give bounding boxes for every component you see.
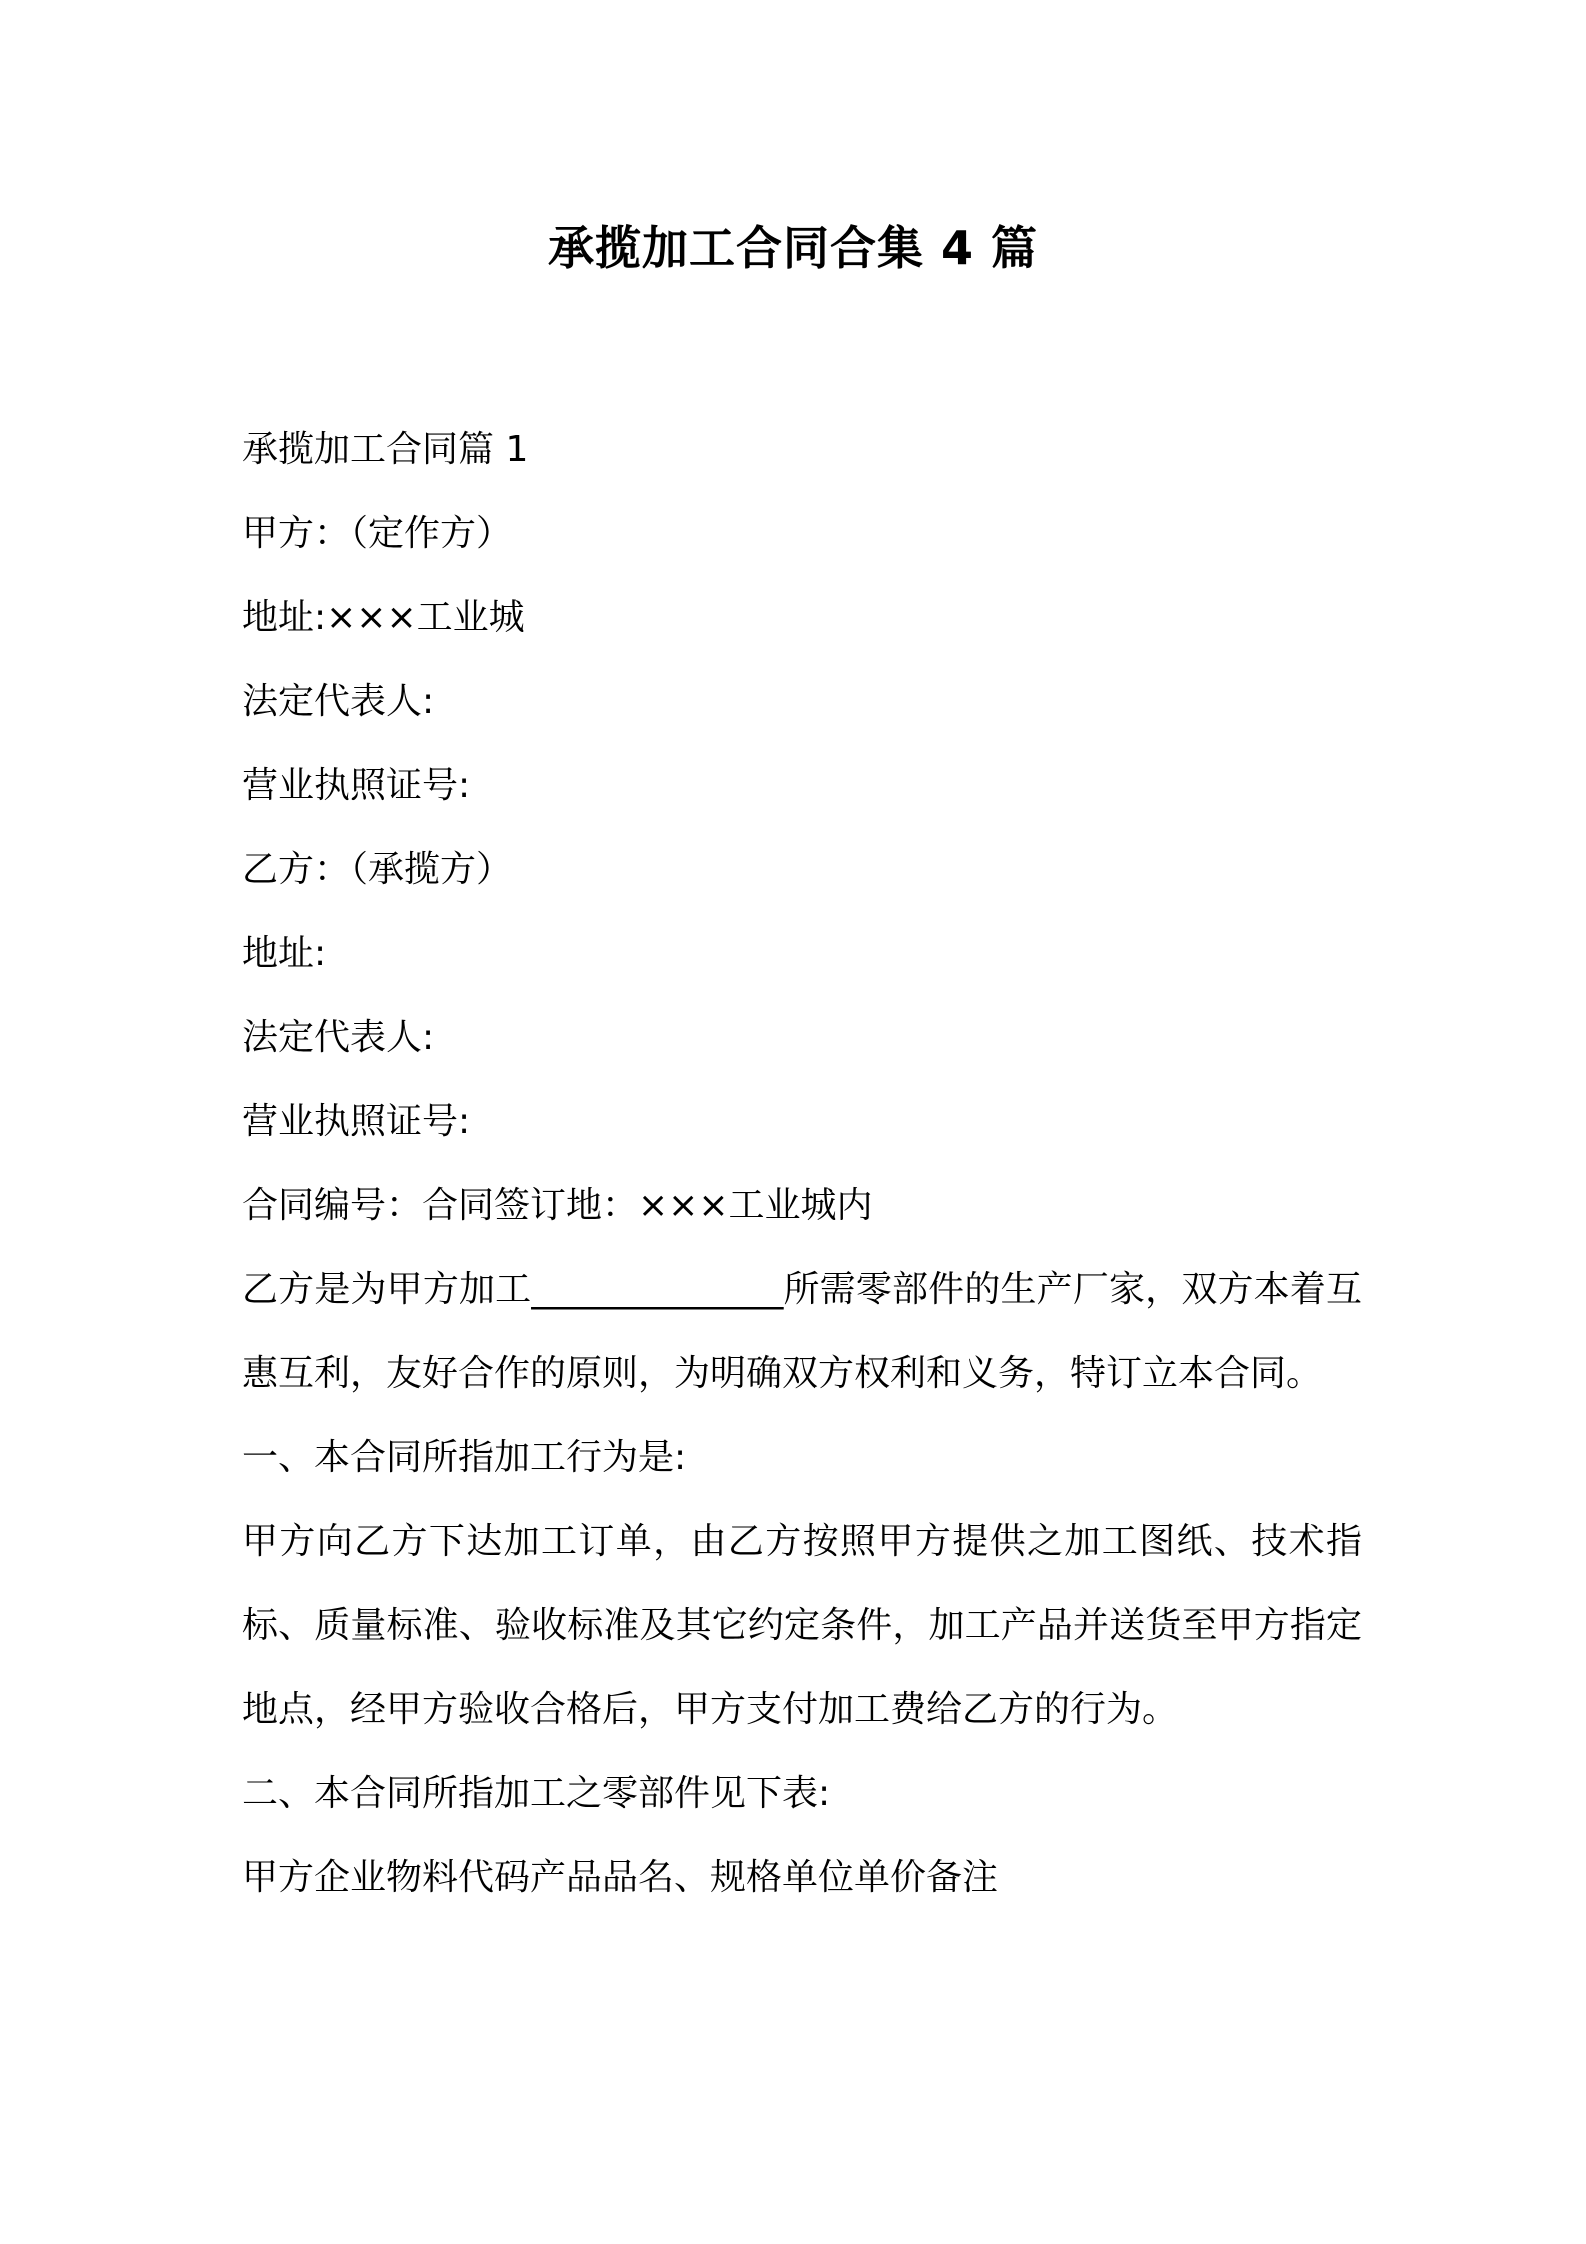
party-b-label: 乙方：（承揽方） <box>242 849 513 890</box>
clause-1-body: 甲方向乙方下达加工订单，由乙方按照甲方提供之加工图纸、技术指标、质量标准、验收标准及其它约定条件，加工产品并送货至甲方指定地点，经甲方验收合格后，甲方支付加工费给乙方的行为。 <box>242 1521 1362 1730</box>
party-b-address: 地址: <box>242 933 327 974</box>
party-b-representative: 法定代表人: <box>242 1017 435 1058</box>
intro-paragraph: 乙方是为甲方加工______________所需零部件的生产厂家，双方本着互惠互利，友好合作的原则，为明确双方权利和义务，特订立本合同。 <box>242 1269 1362 1394</box>
party-b-license: 营业执照证号: <box>242 1101 471 1142</box>
table-header-line: 甲方企业物料代码产品品名、规格单位单价备注 <box>242 1857 999 1898</box>
section-heading: 承揽加工合同篇 1 <box>242 429 529 470</box>
party-a-license: 营业执照证号: <box>242 765 471 806</box>
clause-2-heading: 二、本合同所指加工之零部件见下表: <box>242 1773 831 1814</box>
clause-1-heading: 一、本合同所指加工行为是: <box>242 1437 687 1478</box>
document-title: 承揽加工合同合集 4 篇 <box>547 221 1039 275</box>
contract-info: 合同编号：合同签订地：×××工业城内 <box>242 1185 873 1226</box>
party-a-representative: 法定代表人: <box>242 681 435 722</box>
party-a-label: 甲方：（定作方） <box>242 513 513 554</box>
party-a-address: 地址:×××工业城 <box>242 597 525 638</box>
document-body <box>242 408 1362 1920</box>
